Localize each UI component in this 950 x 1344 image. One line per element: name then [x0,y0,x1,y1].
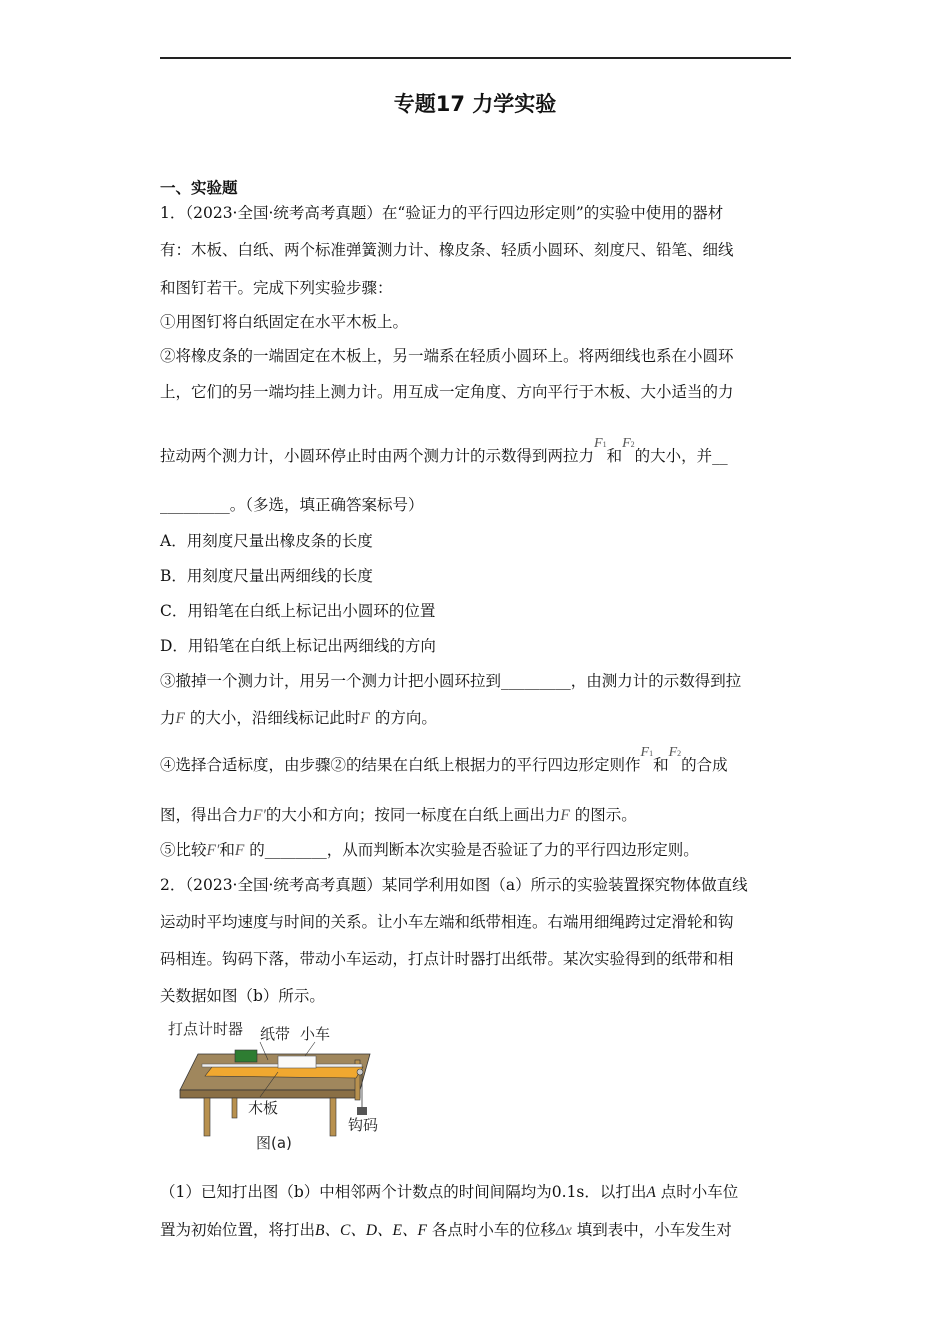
option-b: B．用刻度尺量出两细线的长度 [160,567,373,585]
text: 置为初始位置，将打出 [160,1221,316,1239]
math-f1 [641,745,654,760]
text: 的________，从而判断本次实验是否验证了力的平行四边形定则。 [244,841,699,859]
f-prime-symbol: F′ [253,807,266,824]
f-prime-symbol: F′ [206,842,220,859]
page-title: 专题17 力学实验 [393,92,557,116]
q1-line: 和图钉若干。完成下列实验步骤： [160,279,393,297]
figure-caption: 图(a) [256,1134,292,1152]
text: 的方向。 [369,709,437,727]
q1-step2: ②将橡皮条的一端固定在木板上，另一端系在轻质小圆环上。将两细线也系在小圆环 [160,347,734,365]
f-symbol: F [560,807,570,824]
text: 和 [606,447,623,465]
q1-line [160,436,728,469]
delta-x-symbol: Δx [555,1222,572,1239]
figure-a-apparatus [160,1012,400,1162]
subscript: 1 [649,749,654,758]
math-f1 [594,436,607,451]
q1-step5 [160,840,699,861]
f-symbol: F [175,710,185,727]
table-drawing [180,1042,370,1136]
q1-line: 1．（2023·全国·统考高考真题）在“验证力的平行四边形定则”的实验中使用的器材 [160,204,724,222]
text: 的大小，沿细线标记此时 [184,709,361,727]
points-list: B、C、D、E、F [315,1222,427,1239]
text: 拉动两个测力计，小圆环停止时由两个测力计的示数得到两拉力 [160,447,595,465]
text: 图，得出合力 [160,806,254,824]
label-board: 木板 [248,1099,279,1117]
q1-step1: ①用图钉将白纸固定在水平木板上。 [160,313,409,331]
text: 填到表中，小车发生对 [571,1221,732,1239]
label-timer: 打点计时器 [168,1020,244,1038]
subscript: 2 [677,749,682,758]
q1-step4 [160,745,728,778]
q2-line: 2．（2023·全国·统考高考真题）某同学利用如图（a）所示的实验装置探究物体做直线 [160,876,748,894]
f-symbol: F [640,745,650,760]
f-symbol: F [668,745,678,760]
q2-line: 运动时平均速度与时间的关系。让小车左端和纸带相连。右端用细绳跨过定滑轮和钩 [160,913,734,931]
q1-line [160,805,637,826]
label-cart: 小车 [300,1025,331,1043]
f-symbol: F [622,436,631,451]
text: 力 [160,709,176,727]
label-weight: 钩码 [348,1116,379,1134]
option-c: C．用铅笔在白纸上标记出小圆环的位置 [160,602,436,620]
text: 的合成 [681,756,728,774]
q1-line [160,708,437,729]
f-symbol: F [234,842,245,859]
math-f2 [622,436,635,451]
text: 点时小车位 [655,1183,739,1201]
q2-part1 [160,1182,738,1203]
option-a: A．用刻度尺量出橡皮条的长度 [160,532,373,550]
text: 的大小和方向；按同一标度在白纸上画出力 [265,806,561,824]
text: ⑤比较 [160,841,207,859]
q1-line: 上，它们的另一端均挂上测力计。用互成一定角度、方向平行于木板、大小适当的力 [160,383,734,401]
q2-line: 关数据如图（b）所示。 [160,987,325,1005]
q1-step3: ③撤掉一个测力计，用另一个测力计把小圆环拉到_________，由测力计的示数得到拉 [160,672,742,690]
text: 和 [219,841,235,859]
text: 各点时小车的位移 [426,1221,556,1239]
text: （1）已知打出图（b）中相邻两个计数点的时间间隔均为0.1s．以打出 [160,1183,647,1201]
q1-line: 有：木板、白纸、两个标准弹簧测力计、橡皮条、轻质小圆环、刻度尺、铅笔、细线 [160,241,734,259]
answer-blank: 的大小，并__ [634,447,728,465]
text: 的图示。 [569,806,637,824]
q2-line [160,1220,732,1241]
f-symbol: F [360,710,370,727]
math-f2 [669,745,682,760]
f-symbol: F [594,436,603,451]
option-d: D．用铅笔在白纸上标记出两细线的方向 [160,637,436,655]
subscript: 2 [630,440,635,449]
text: ④选择合适标度，由步骤②的结果在白纸上根据力的平行四边形定则作 [160,756,641,774]
point-a: A [646,1184,656,1201]
section-heading: 一、实验题 [160,179,238,197]
subscript: 1 [602,440,607,449]
label-tape: 纸带 [260,1025,291,1043]
text: 和 [653,756,669,774]
q2-line: 码相连。钩码下落，带动小车运动，打点计时器打出纸带。某次实验得到的纸带和相 [160,950,734,968]
answer-blank-line: _________。（多选，填正确答案标号） [160,496,424,514]
header-rule [160,57,791,59]
